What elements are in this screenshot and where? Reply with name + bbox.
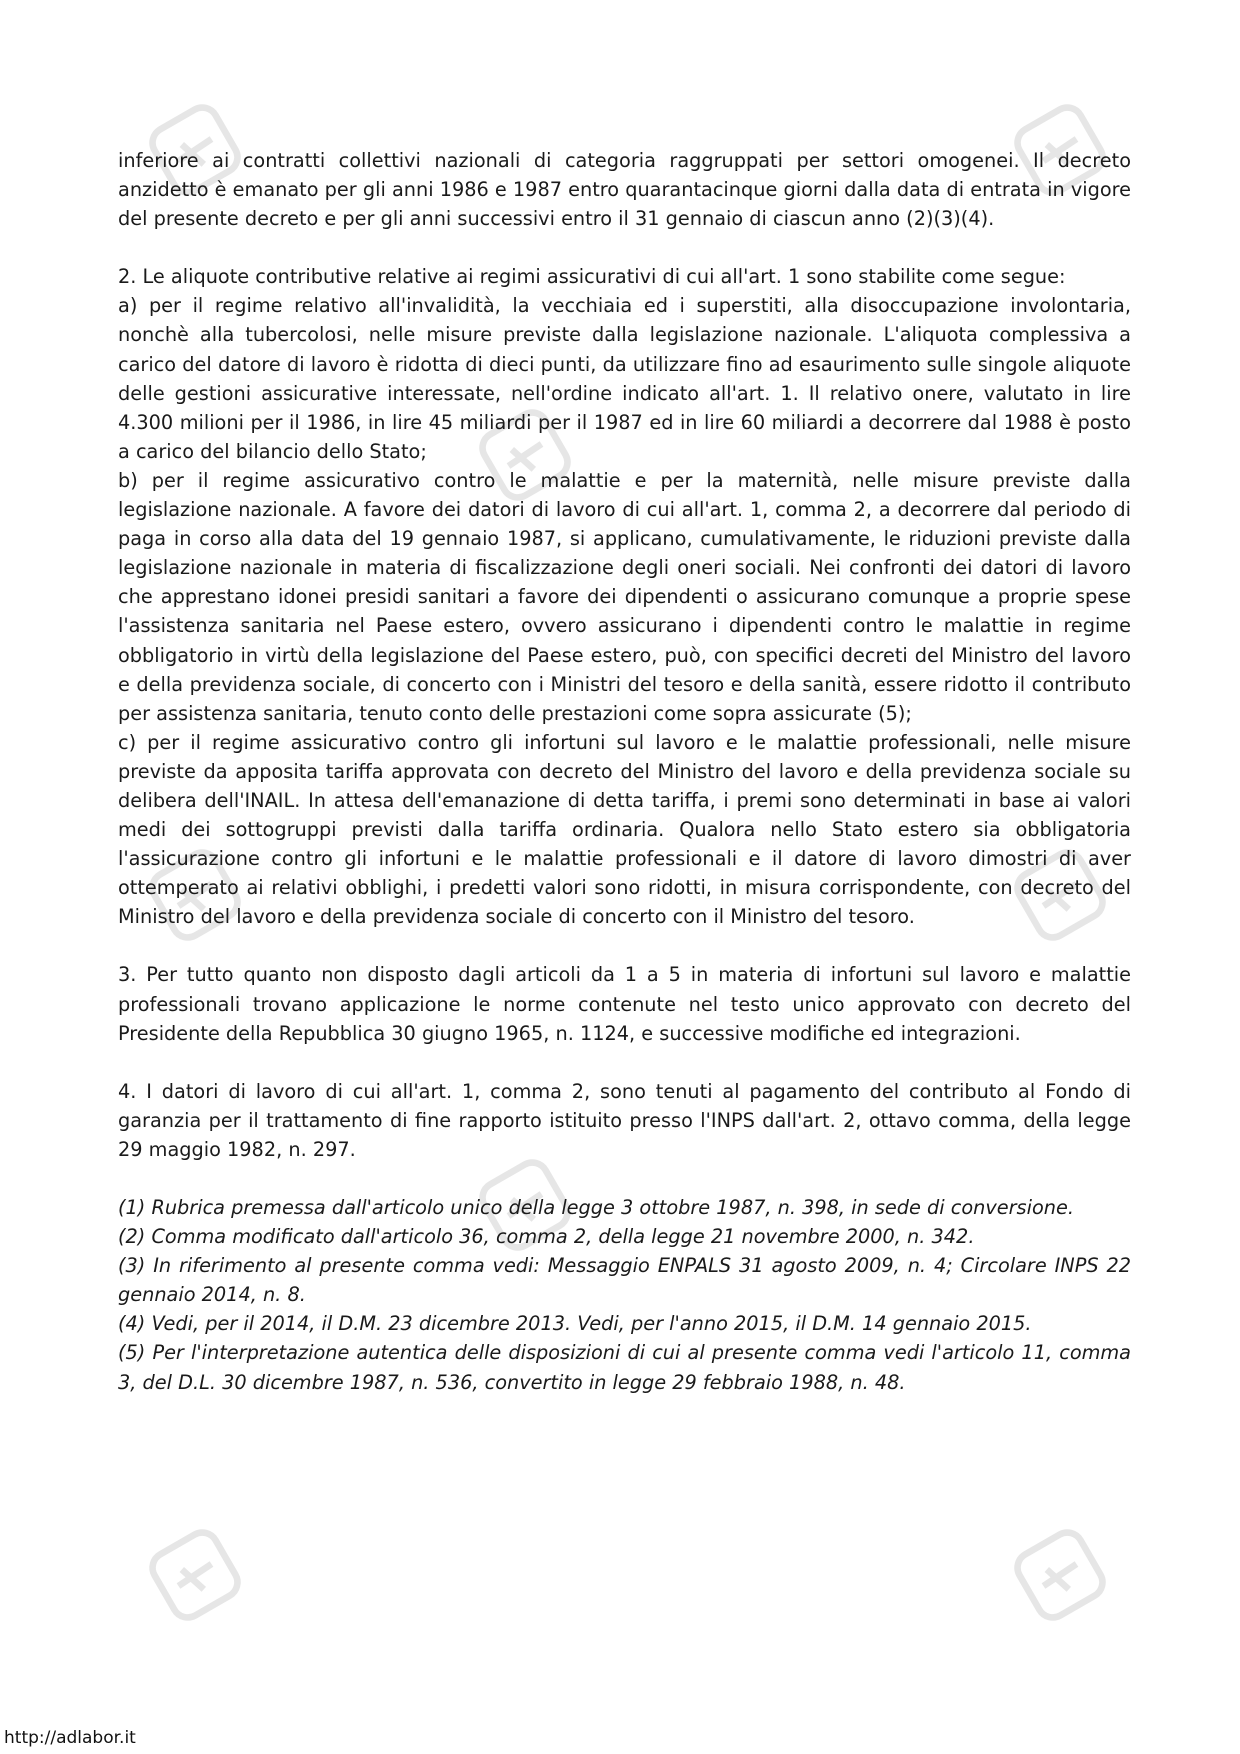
paragraph-2-intro: 2. Le aliquote contributive relative ai regimi assicurativi di cui all'art. 1 sono stabilite come segue: bbox=[118, 265, 1066, 289]
footnote-3: (3) In riferimento al presente comma vedi: Messaggio ENPALS 31 agosto 2009, n. 4; Circolare INPS 22 gennaio 2014, n. 8. bbox=[118, 1254, 1131, 1307]
source-url: http://adlabor.it bbox=[4, 1728, 136, 1748]
footnotes bbox=[118, 1193, 1131, 1397]
watermark-icon bbox=[140, 1520, 250, 1630]
document-body bbox=[118, 146, 1131, 1397]
paragraph-3: 3. Per tutto quanto non disposto dagli articoli da 1 a 5 in materia di infortuni sul lavoro e malattie professionali trovano applicazione le norme contenute nel testo unico approvato con decreto del Presidente della Repubblica 30 giugno 1965, n. 1124, e successive modifiche ed integrazioni. bbox=[118, 963, 1131, 1045]
footnote-4: (4) Vedi, per il 2014, il D.M. 23 dicembre 2013. Vedi, per l'anno 2015, il D.M. 14 gennaio 2015. bbox=[118, 1312, 1032, 1336]
paragraph-4: 4. I datori di lavoro di cui all'art. 1, comma 2, sono tenuti al pagamento del contributo al Fondo di garanzia per il trattamento di fine rapporto istituito presso l'INPS dall'art. 2, ottavo comma, della legge 29 maggio 1982, n. 297. bbox=[118, 1079, 1131, 1161]
paragraph-continuation: inferiore ai contratti collettivi nazionali di categoria raggruppati per settori omogenei. Il decreto anzidetto è emanato per gli anni 1986 e 1987 entro quarantacinque giorni dalla data di entrata in vigore del presente decreto e per gli anni successivi entro il 31 gennaio di ciascun anno (2)(3)(4). bbox=[118, 149, 1131, 231]
footnote-2: (2) Comma modificato dall'articolo 36, comma 2, della legge 21 novembre 2000, n. 342. bbox=[118, 1225, 975, 1249]
footnote-1: (1) Rubrica premessa dall'articolo unico della legge 3 ottobre 1987, n. 398, in sede di conversione. bbox=[118, 1196, 1074, 1219]
paragraph-2-item-a: a) per il regime relativo all'invalidità, la vecchiaia ed i superstiti, alla disoccupazione involontaria, nonchè alla tubercolosi, nelle misure previste dalla legislazione nazionale. L'aliquota complessiva a carico del datore di lavoro è ridotta di dieci punti, da utilizzare fino ad esaurimento sulle singole aliquote delle gestioni assicurative interessate, nell'ordine indicato all'art. 1. Il relativo onere, valutato in lire 4.300 milioni per il 1986, in lire 45 miliardi per il 1987 ed in lire 60 miliardi a decorrere dal 1988 è posto a carico del bilancio dello Stato; bbox=[118, 294, 1131, 463]
paragraph-2-item-b: b) per il regime assicurativo contro le malattie e per la maternità, nelle misure previste dalla legislazione nazionale. A favore dei datori di lavoro di cui all'art. 1, comma 2, a decorrere dal periodo di paga in corso alla data del 19 gennaio 1987, si applicano, cumulativamente, le riduzioni previste dalla legislazione nazionale in materia di fiscalizzazione degli oneri sociali. Nei confronti dei datori di lavoro che apprestano idonei presidi sanitari a favore dei dipendenti o assicurano comunque a proprie spese l'assistenza sanitaria nel Paese estero, ovvero assicurano i dipendenti contro le malattie in regime obbligatorio in virtù della legislazione del Paese estero, può, con specifici decreti del Ministro del lavoro e della previdenza sociale, di concerto con i Ministri del tesoro e della sanità, essere ridotto il contributo per assistenza sanitaria, tenuto conto delle prestazioni come sopra assicurate (5); bbox=[118, 468, 1131, 725]
watermark-icon bbox=[1005, 1520, 1115, 1630]
paragraph-2-item-c: c) per il regime assicurativo contro gli infortuni sul lavoro e le malattie professionali, nelle misure previste da apposita tariffa approvata con decreto del Ministro del lavoro e della previdenza sociale su delibera dell'INAIL. In attesa dell'emanazione di detta tariffa, i premi sono determinati in base ai valori medi dei sottogruppi previsti dalla tariffa ordinaria. Qualora nello Stato estero sia obbligatoria l'assicurazione contro gli infortuni e le malattie professionali e il datore di lavoro dimostri di aver ottemperato ai relativi obblighi, i predetti valori sono ridotti, in misura corrispondente, con decreto del Ministro del lavoro e della previdenza sociale di concerto con il Ministro del tesoro. bbox=[118, 730, 1131, 929]
footnote-5: (5) Per l'interpretazione autentica delle disposizioni di cui al presente comma vedi l'articolo 11, comma 3, del D.L. 30 dicembre 1987, n. 536, convertito in legge 29 febbraio 1988, n. 48. bbox=[118, 1341, 1131, 1394]
